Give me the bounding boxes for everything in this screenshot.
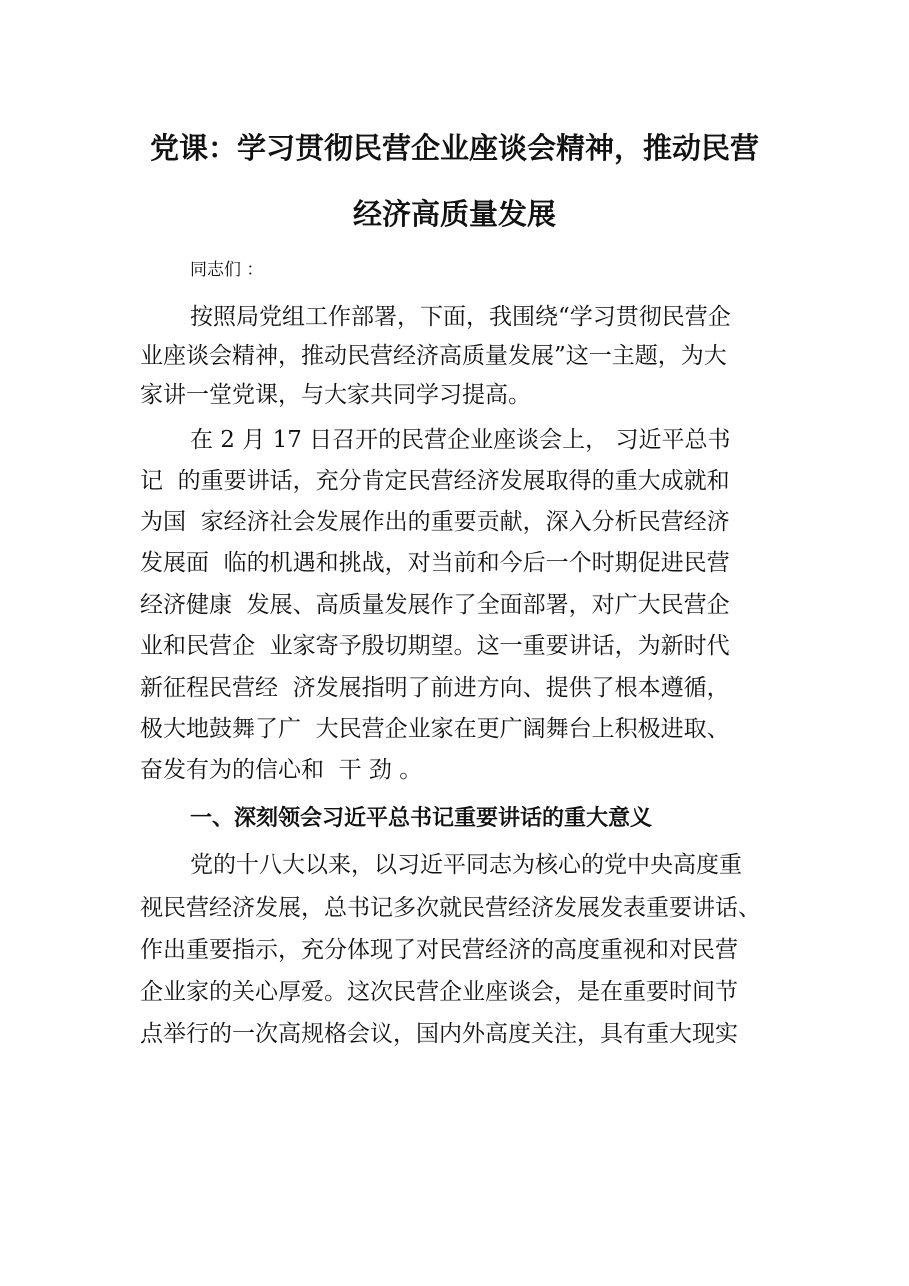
paragraph-2-line-4: 发展面 临的机遇和挑战，对当前和今后一个时期促进民营 <box>140 550 730 576</box>
paragraph-3-line-3: 作出重要指示，充分体现了对民营经济的高度重视和对民营 <box>140 937 738 963</box>
paragraph-2-line-9: 奋发有为的信心和 干 劲 。 <box>140 757 423 783</box>
paragraph-2-line-5: 经济健康 发展、高质量发展作了全面部署，对广大民营企 <box>140 592 730 618</box>
paragraph-2-line-6: 业和民营企 业家寄予殷切期望。这一重要讲话，为新时代 <box>140 633 730 659</box>
paragraph-3-line-4: 企业家的关心厚爱。这次民营企业座谈会，是在重要时间节 <box>140 979 738 1005</box>
paragraph-2-line-3: 为国 家经济社会发展作出的重要贡献，深入分析民营经济 <box>140 509 730 535</box>
paragraph-1-line-1: 按照局党组工作部署，下面，我围绕“学习贯彻民营企 <box>190 304 731 330</box>
section-heading: 一、深刻领会习近平总书记重要讲话的重大意义 <box>190 806 653 831</box>
paragraph-3-line-2: 视民营经济发展，总书记多次就民营经济发展发表重要讲话、 <box>140 895 761 921</box>
paragraph-2-line-7: 新征程民营经 济发展指明了前进方向、提供了根本遵循， <box>140 675 730 701</box>
paragraph-2-line-2: 记 的重要讲话，充分肯定民营经济发展取得的重大成就和 <box>140 468 730 494</box>
paragraph-1-line-3: 家讲一堂党课，与大家共同学习提高。 <box>140 382 531 408</box>
paragraph-2-line-1: 在 2 月 17 日召开的民营企业座谈会上， 习近平总书 <box>190 427 731 453</box>
paragraph-3-line-1: 党的十八大以来，以习近平同志为核心的党中央高度重 <box>190 852 742 878</box>
greeting: 同志们 ： <box>190 260 264 280</box>
paragraph-3-line-5: 点举行的一次高规格会议，国内外高度关注，具有重大现实 <box>140 1021 738 1047</box>
document-title-line-1: 党课：学习贯彻民营企业座谈会精神，推动民营 <box>149 131 759 165</box>
paragraph-2-line-8: 极大地鼓舞了广 大民营企业家在更广阔舞台上积极进取、 <box>140 716 730 742</box>
paragraph-1-line-2: 业座谈会精神，推动民营经济高质量发展”这一主题，为大 <box>140 343 727 369</box>
document-title-line-2: 经济高质量发展 <box>352 197 556 231</box>
